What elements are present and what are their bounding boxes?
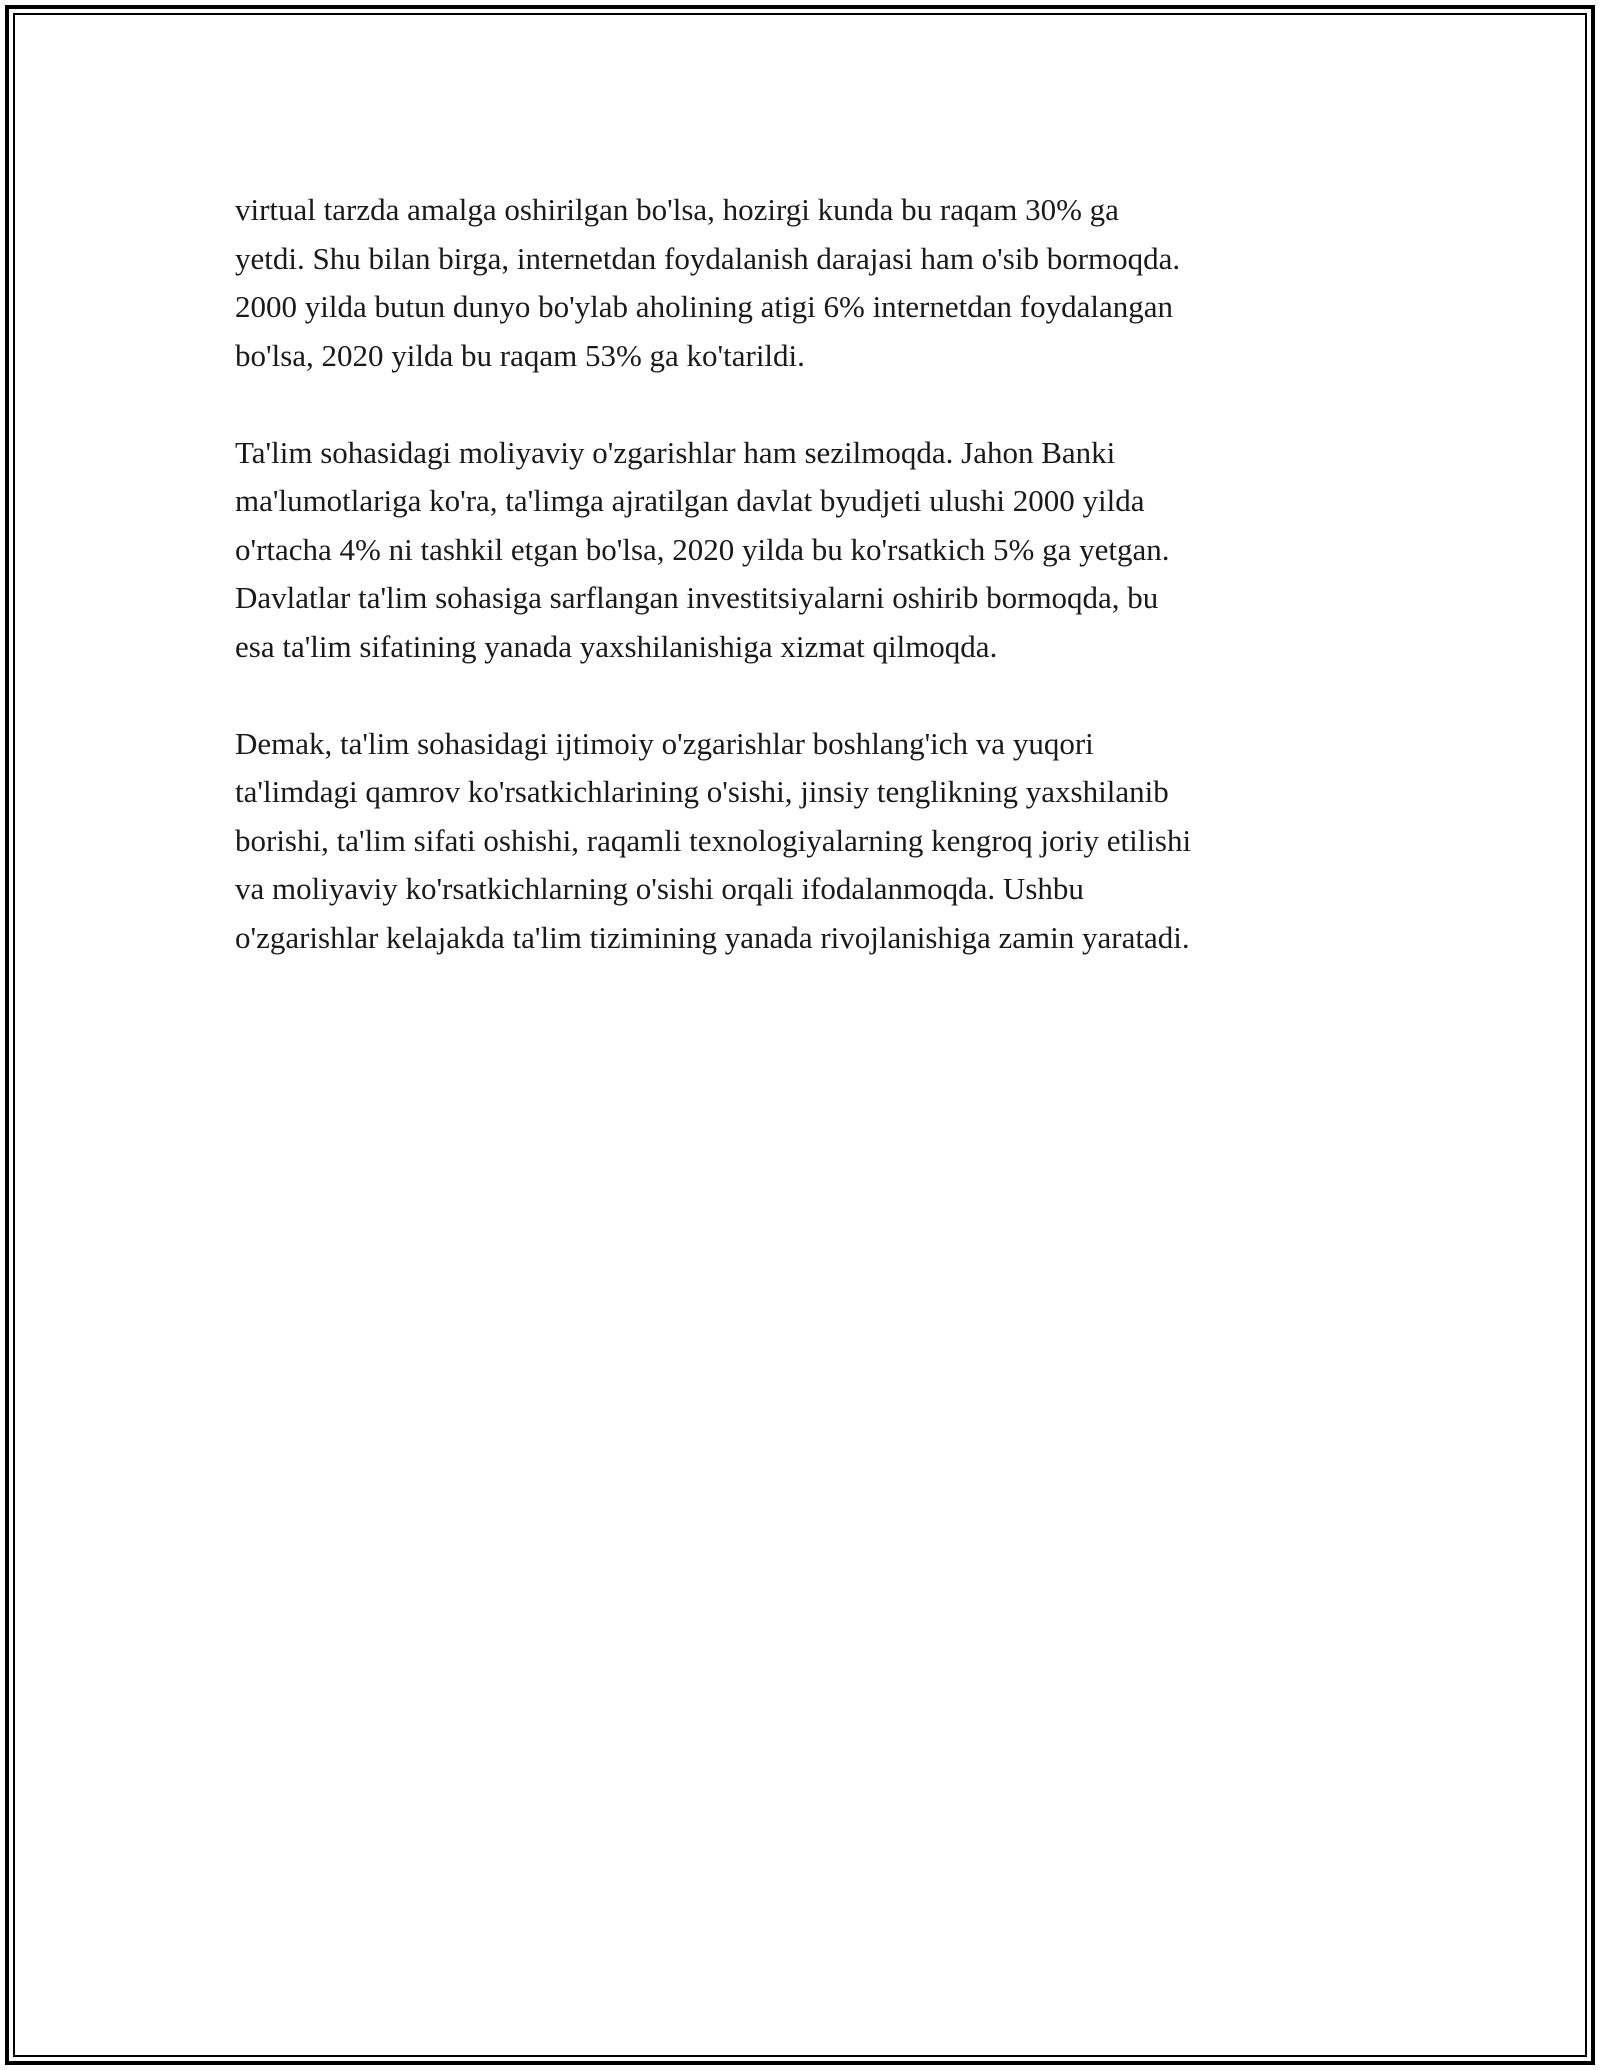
text-line: esa ta'lim sifatining yanada yaxshilanishiga xizmat qilmoqda.: [235, 628, 998, 664]
text-line: va moliyaviy ko'rsatkichlarning o'sishi orqali ifodalanmoqda. Ushbu: [235, 871, 1084, 906]
text-line: ta'limdagi qamrov ko'rsatkichlarining o'sishi, jinsiy tenglikning yaxshilanib: [235, 774, 1169, 809]
document-body: [235, 186, 1385, 1011]
paragraph-internet-usage: [235, 186, 1385, 380]
text-line: yetdi. Shu bilan birga, internetdan foydalanish darajasi ham o'sib bormoqda.: [235, 240, 1181, 276]
text-line: Ta'lim sohasidagi moliyaviy o'zgarishlar ham sezilmoqda. Jahon Banki: [235, 434, 1116, 470]
paragraph-conclusion: [235, 720, 1385, 963]
paragraph-financial-changes: [235, 429, 1385, 672]
text-line: ma'lumotlariga ko'ra, ta'limga ajratilgan davlat byudjeti ulushi 2000 yilda: [235, 483, 1145, 518]
text-line: borishi, ta'lim sifati oshishi, raqamli texnologiyalarning kengroq joriy etilishi: [235, 822, 1192, 858]
text-line: o'zgarishlar kelajakda ta'lim tizimining yanada rivojlanishiga zamin yaratadi.: [235, 919, 1190, 955]
text-line: Demak, ta'lim sohasidagi ijtimoiy o'zgarishlar boshlang'ich va yuqori: [235, 725, 1094, 761]
text-line: Davlatlar ta'lim sohasiga sarflangan investitsiyalarni oshirib bormoqda, bu: [235, 580, 1159, 615]
text-line: 2000 yilda butun dunyo bo'ylab aholining atigi 6% internetdan foydalangan: [235, 289, 1173, 324]
text-line: bo'lsa, 2020 yilda bu raqam 53% ga ko'tarildi.: [235, 337, 805, 373]
text-line: o'rtacha 4% ni tashkil etgan bo'lsa, 2020 yilda bu ko'rsatkich 5% ga yetgan.: [235, 531, 1170, 567]
text-line: virtual tarzda amalga oshirilgan bo'lsa, hozirgi kunda bu raqam 30% ga: [235, 192, 1119, 227]
